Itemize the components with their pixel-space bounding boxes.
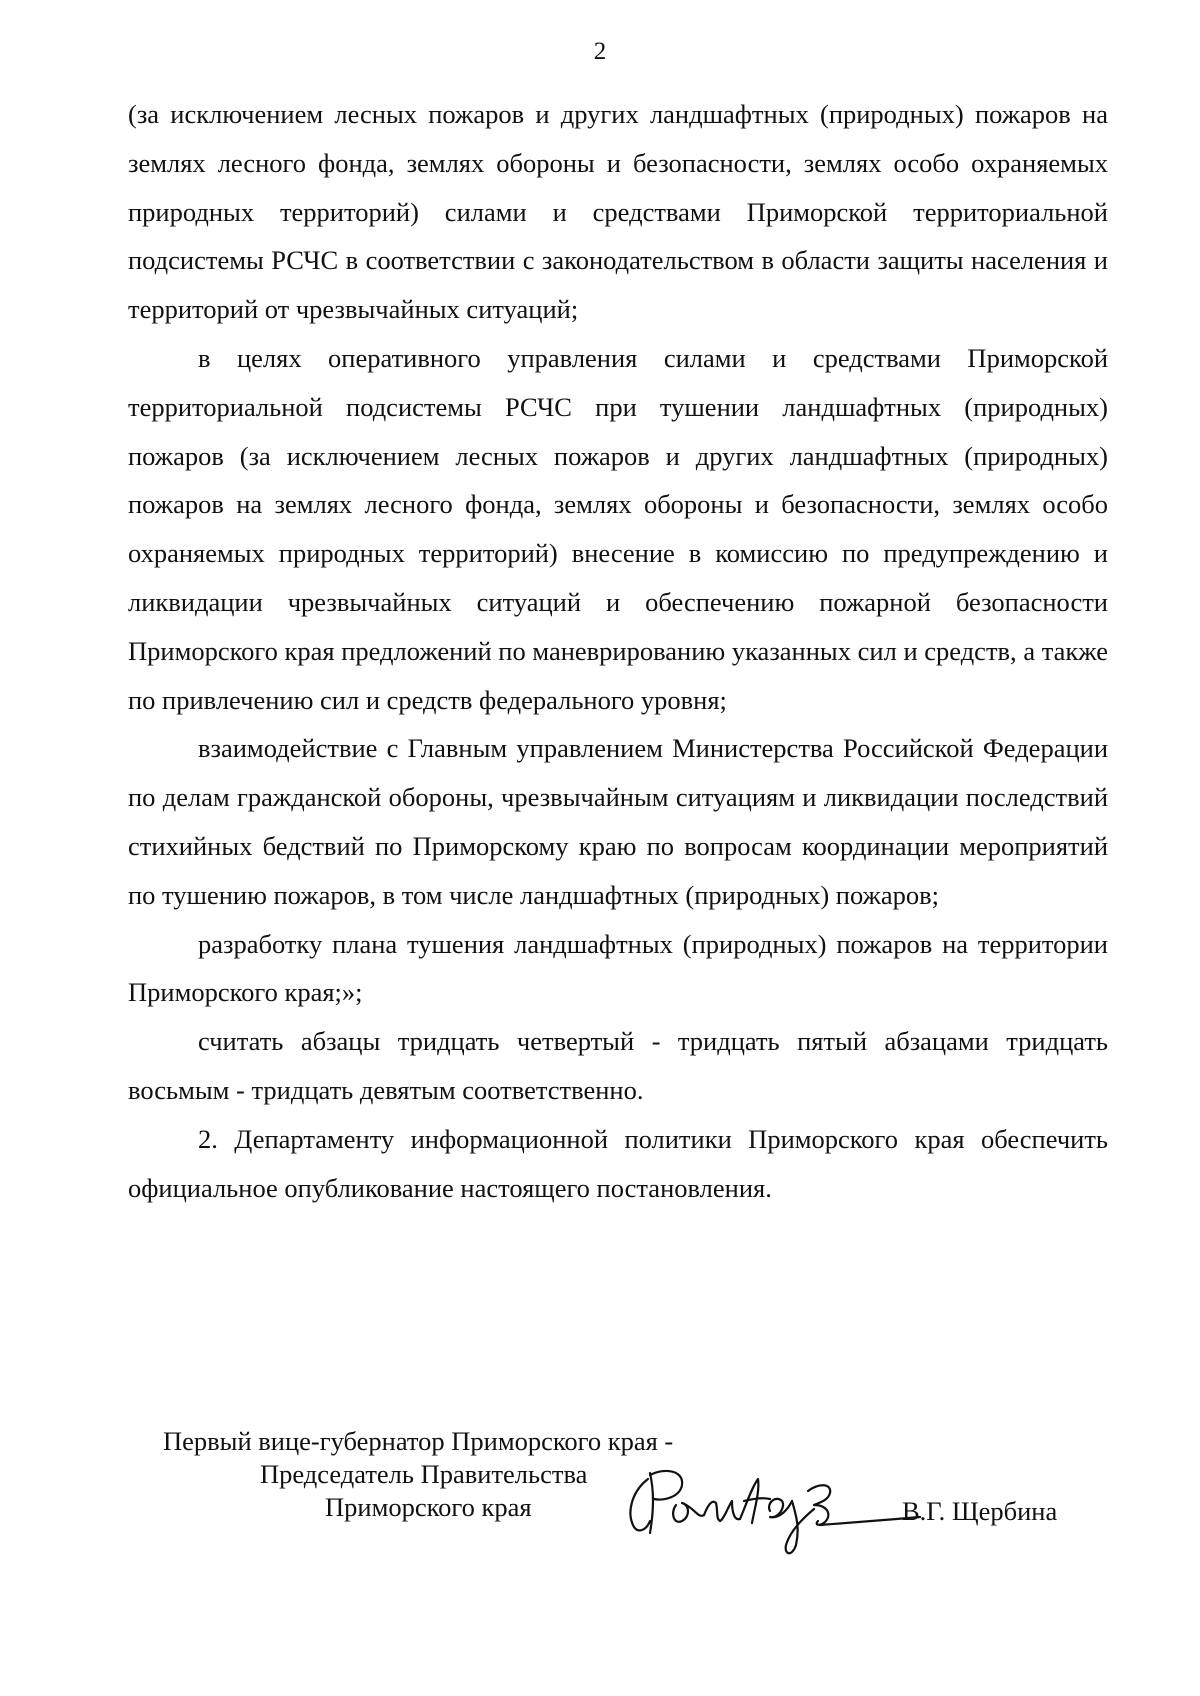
page-number: 2	[593, 38, 607, 65]
paragraph-operational-management: в целях оперативного управления силами и средствами Приморской территориальной подсистемы РСЧС при тушении ландшафтных (природных) пожаров (за исключением лесных пожаров и других ландшафтных (природных) пожаров на землях лесного фонда, землях обороны и безопасности, землях особо охраняемых природных территорий) внесение в комиссию по предупреждению и ликвидации чрезвычайных ситуаций и обеспечению пожарной безопасности Приморского края предложений по маневрированию указанных сил и средств, а также по привлечению сил и средств федерального уровня;	[128, 342, 1108, 715]
signatory-title-line-1: Первый вице-губернатор Приморского края -	[163, 1426, 674, 1456]
paragraph-renumbering: считать абзацы тридцать четвертый - тридцать пятый абзацами тридцать восьмым - тридцать девятым соответственно.	[128, 1026, 1108, 1105]
paragraph-continuation: (за исключением лесных пожаров и других ландшафтных (природных) пожаров на землях лесного фонда, землях обороны и безопасности, землях особо охраняемых природных территорий) силами и средствами Приморской территориальной подсистемы РСЧС в соответствии с законодательством в области защиты населения и территорий от чрезвычайных ситуаций;	[128, 99, 1108, 325]
paragraph-publication: 2. Департаменту информационной политики Приморского края обеспечить официальное опубликование настоящего постановления.	[128, 1123, 1108, 1203]
signatory-title-line-3: Приморского края	[325, 1492, 532, 1522]
handwritten-signature	[620, 1461, 930, 1571]
signatory-title-line-2: Председатель Правительства	[260, 1459, 588, 1489]
paragraph-interaction: взаимодействие с Главным управлением Министерства Российской Федерации по делам гражданской обороны, чрезвычайным ситуациям и ликвидации последствий стихийных бедствий по Приморскому краю по вопросам координации мероприятий по тушению пожаров, в том числе ландшафтных (природных) пожаров;	[128, 733, 1108, 910]
signatory-name: В.Г. Щербина	[902, 1496, 1058, 1526]
document-body	[128, 90, 1108, 1212]
paragraph-plan-development: разработку плана тушения ландшафтных (природных) пожаров на территории Приморского края;»;	[128, 928, 1108, 1008]
signature-block	[0, 1425, 1200, 1625]
